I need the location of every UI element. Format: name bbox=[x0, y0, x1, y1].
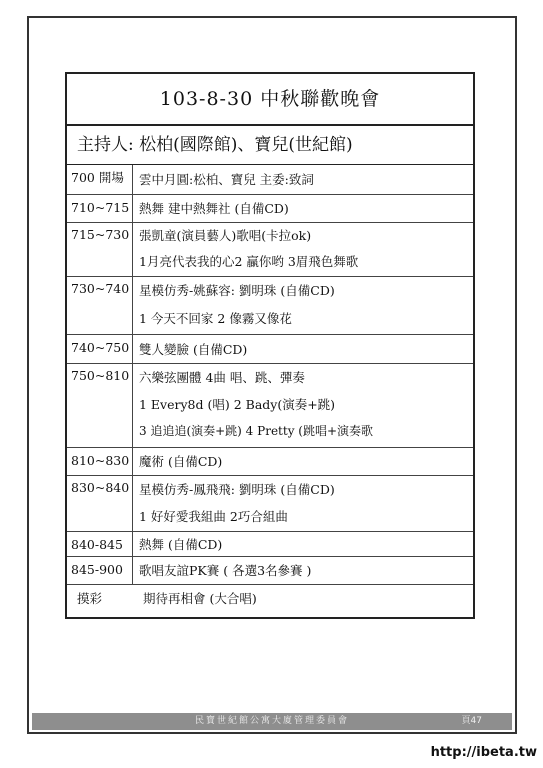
act-cell bbox=[133, 448, 473, 475]
act-line: 熱舞 (自備CD) bbox=[139, 537, 223, 552]
schedule-row bbox=[67, 476, 473, 532]
act-line: 3 追追追(演奏+跳) 4 Pretty (跳唱+演奏歌 bbox=[139, 424, 374, 438]
act-line: 星模仿秀-鳳飛飛: 劉明珠 (自備CD) bbox=[139, 482, 335, 497]
act-cell bbox=[133, 532, 473, 556]
program-title: 103-8-30 中秋聯歡晚會 bbox=[67, 74, 473, 126]
act-line: 雲中月圓:松柏、寶兒 主委:致詞 bbox=[139, 172, 314, 187]
schedule-row bbox=[67, 532, 473, 557]
act-line: 雙人變臉 (自備CD) bbox=[139, 342, 248, 357]
act-line: 六樂弦團體 4曲 唱、跳、彈奏 bbox=[139, 370, 305, 385]
time-cell: 845-900 bbox=[67, 557, 133, 584]
finale-row bbox=[67, 585, 473, 612]
time-cell: 810~830 bbox=[67, 448, 133, 475]
schedule-row bbox=[67, 223, 473, 277]
act-cell bbox=[133, 195, 473, 222]
act-cell bbox=[133, 165, 473, 194]
act-line: 熱舞 建中熱舞社 (自備CD) bbox=[139, 201, 289, 216]
schedule-row bbox=[67, 557, 473, 585]
act-cell bbox=[133, 476, 473, 531]
act-line: 魔術 (自備CD) bbox=[139, 454, 223, 469]
time-cell: 700 開場 bbox=[67, 165, 133, 194]
act-cell bbox=[133, 335, 473, 363]
finale-text: 期待再相會 (大合唱) bbox=[143, 591, 257, 606]
act-line: 歌唱友誼PK賽 ( 各選3名參賽 ) bbox=[139, 563, 312, 578]
schedule-row bbox=[67, 335, 473, 364]
finale-label: 摸彩 bbox=[77, 591, 103, 606]
schedule-row bbox=[67, 448, 473, 476]
page-number: 頁47 bbox=[461, 716, 482, 726]
act-line: 1月亮代表我的心2 贏你哟 3眉飛色舞歌 bbox=[139, 254, 359, 269]
time-cell: 830~840 bbox=[67, 476, 133, 531]
page-footer bbox=[32, 713, 512, 730]
program-schedule bbox=[65, 72, 475, 619]
schedule-row bbox=[67, 195, 473, 223]
time-cell: 750~810 bbox=[67, 364, 133, 447]
time-cell: 740~750 bbox=[67, 335, 133, 363]
time-cell: 715~730 bbox=[67, 223, 133, 276]
time-cell: 710~715 bbox=[67, 195, 133, 222]
act-line: 1 今天不回家 2 像霧又像花 bbox=[139, 311, 292, 326]
act-line: 星模仿秀-姚蘇容: 劉明珠 (自備CD) bbox=[139, 283, 335, 298]
host-line: 主持人: 松柏(國際館)、寶兒(世紀館) bbox=[67, 126, 473, 165]
act-line: 張凱童(演員藝人)歌唱(卡拉ok) bbox=[139, 228, 312, 243]
schedule-row bbox=[67, 277, 473, 335]
act-line: 1 Every8d (唱) 2 Bady(演奏+跳) bbox=[139, 397, 336, 412]
site-watermark: http://ibeta.tw bbox=[430, 745, 537, 760]
act-cell bbox=[133, 557, 473, 584]
act-line: 1 好好愛我組曲 2巧合組曲 bbox=[139, 509, 288, 524]
time-cell: 730~740 bbox=[67, 277, 133, 334]
act-cell bbox=[133, 277, 473, 334]
act-cell bbox=[133, 223, 473, 276]
schedule-row bbox=[67, 165, 473, 195]
time-cell: 840-845 bbox=[67, 532, 133, 556]
schedule-row bbox=[67, 364, 473, 448]
act-cell bbox=[133, 364, 473, 447]
footer-committee-name: 民寶世紀館公寓大廈管理委員會 bbox=[194, 716, 349, 726]
